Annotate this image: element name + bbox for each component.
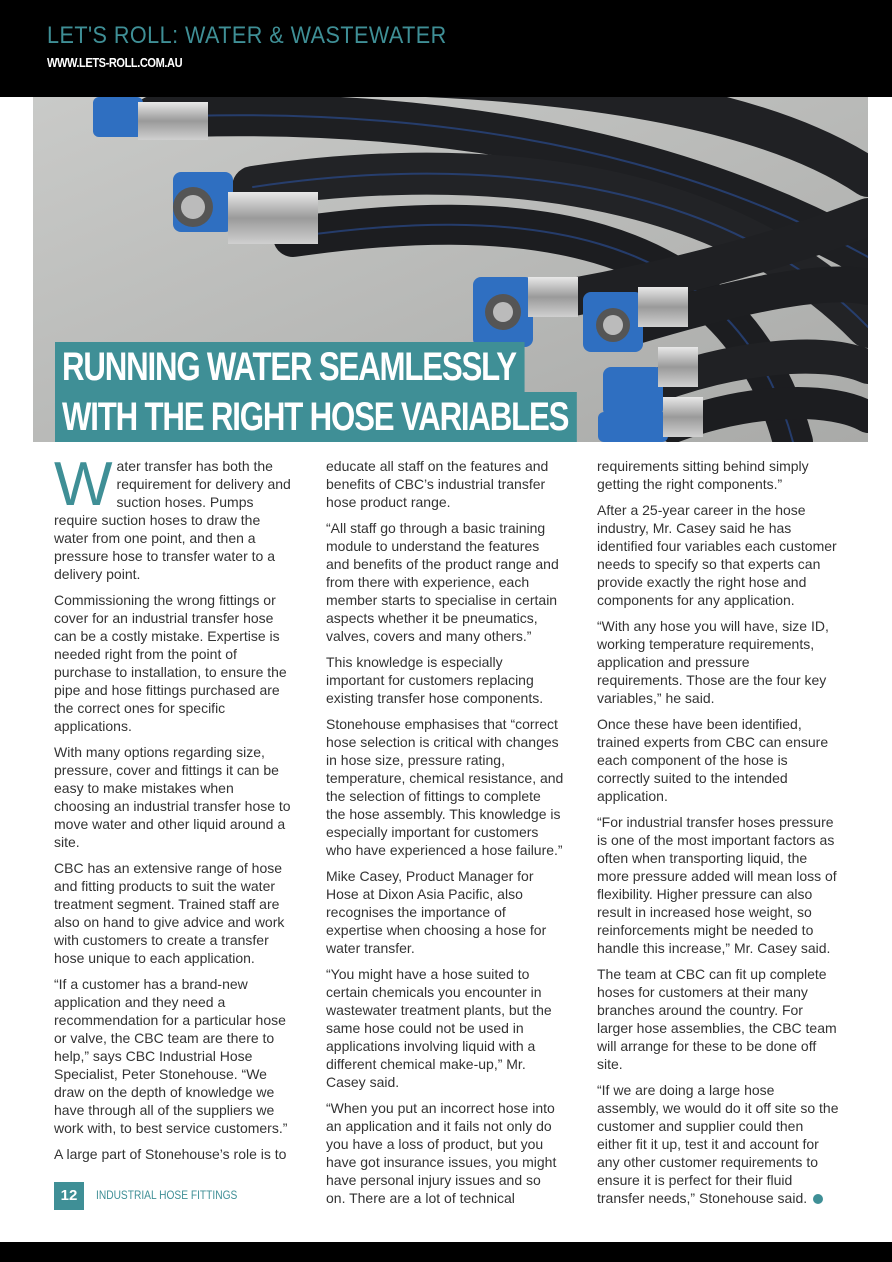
paragraph: Commissioning the wrong fittings or cover for an industrial transfer hose can be a costly mistake. Expertise is needed right from the point of purchase to installation, to ensure the pipe and hose fittings purchased are the correct ones for specific applications. — [54, 592, 287, 734]
paragraph: “If a customer has a brand-new application and they need a recommendation for a particular hose or valve, the CBC team are there to help,” says CBC Industrial Hose Specialist, Peter Stonehouse. “We draw on the depth of knowledge we have through all of the suppliers we work with, to best service customers.” — [54, 976, 288, 1136]
end-mark-icon — [813, 1194, 823, 1204]
paragraph: “If we are doing a large hose assembly, we would do it off site so the customer and supplier could then either fit it up, test it and account for any other customer requirements to ensure it is perfect for their fluid transfer needs,” Stonehouse said. — [597, 1082, 839, 1206]
headline-line-1: RUNNING WATER SEAMLESSLY — [55, 342, 524, 392]
paragraph: “When you put an incorrect hose into an application and it fails not only do you have a loss of product, but you have got insurance issues, you might have personal injury issues and so on. There are a lot of technical — [326, 1100, 557, 1206]
paragraph: CBC has an extensive range of hose and fitting products to suit the water treatment segment. Trained staff are also on hand to give advice and work with customers to create a transfer hose unique to each application. — [54, 860, 285, 966]
paragraph: After a 25-year career in the hose industry, Mr. Casey said he has identified four variables each customer needs to specify so that experts can provide exactly the right hose and components for any application. — [597, 502, 837, 608]
paragraph: “For industrial transfer hoses pressure is one of the most important factors as often when transporting liquid, the more pressure added will mean loss of flexibility. Higher pressure can also result in increased hose weight, so reinforcements might be needed to handle this increase,” Mr. Casey said. — [597, 814, 837, 956]
paragraph: “You might have a hose suited to certain chemicals you encounter in wastewater treatment plants, but the same hose could not be used in applications involving liquid with a different chemical make-up,” Mr. Casey said. — [326, 966, 552, 1090]
footer-section-title: INDUSTRIAL HOSE FITTINGS — [96, 1188, 238, 1202]
article-column-2 — [326, 457, 564, 1215]
paragraph: With many options regarding size, pressure, cover and fittings it can be easy to make mistakes when choosing an industrial transfer hose to move water and other liquid around a site. — [54, 744, 291, 850]
paragraph: educate all staff on the features and benefits of CBC’s industrial transfer hose product range. — [326, 458, 549, 510]
article-headline — [55, 342, 724, 442]
section-title: LET'S ROLL: WATER & WASTEWATER — [47, 22, 447, 49]
paragraph: “With any hose you will have, size ID, working temperature requirements, application and pressure requirements. Those are the four key variables,” he said. — [597, 618, 829, 706]
paragraph: The team at CBC can fit up complete hoses for customers at their many branches around the country. For larger hose assemblies, the CBC team will arrange for these to be done off site. — [597, 966, 837, 1072]
paragraph: Mike Casey, Product Manager for Hose at Dixon Asia Pacific, also recognises the importance of expertise when choosing a hose for water transfer. — [326, 868, 547, 956]
paragraph: Water transfer has both the requirement for delivery and suction hoses. Pumps require suction hoses to draw the water from one point, and then a pressure hose to transfer water to a delivery point. — [54, 450, 291, 582]
headline-line-2: WITH THE RIGHT HOSE VARIABLES — [55, 392, 577, 442]
paragraph: requirements sitting behind simply getting the right components.” — [597, 458, 809, 492]
page-number: 12 — [54, 1182, 84, 1210]
paragraph: Once these have been identified, trained experts from CBC can ensure each component of the hose is correctly suited to the intended application. — [597, 716, 829, 804]
drop-cap: W — [54, 450, 113, 519]
paragraph: This knowledge is especially important for customers replacing existing transfer hose components. — [326, 654, 544, 706]
website-url: WWW.LETS-ROLL.COM.AU — [47, 55, 183, 70]
header-bar — [0, 0, 892, 97]
paragraph: A large part of Stonehouse’s role is to — [54, 1146, 287, 1162]
article-column-1 — [54, 450, 292, 1171]
article-column-3 — [597, 457, 839, 1215]
paragraph: “All staff go through a basic training module to understand the features and benefits of the product range and from there with experience, each member starts to specialise in certain aspects whether it be pneumatics, valves, covers and many others.” — [326, 520, 559, 644]
footer-bar — [0, 1242, 892, 1262]
paragraph: Stonehouse emphasises that “correct hose selection is critical with changes in hose size, pressure rating, temperature, chemical resistance, and the selection of fittings to complete the hose assembly. This knowledge is especially important for customers who have experienced a hose failure.” — [326, 716, 564, 858]
